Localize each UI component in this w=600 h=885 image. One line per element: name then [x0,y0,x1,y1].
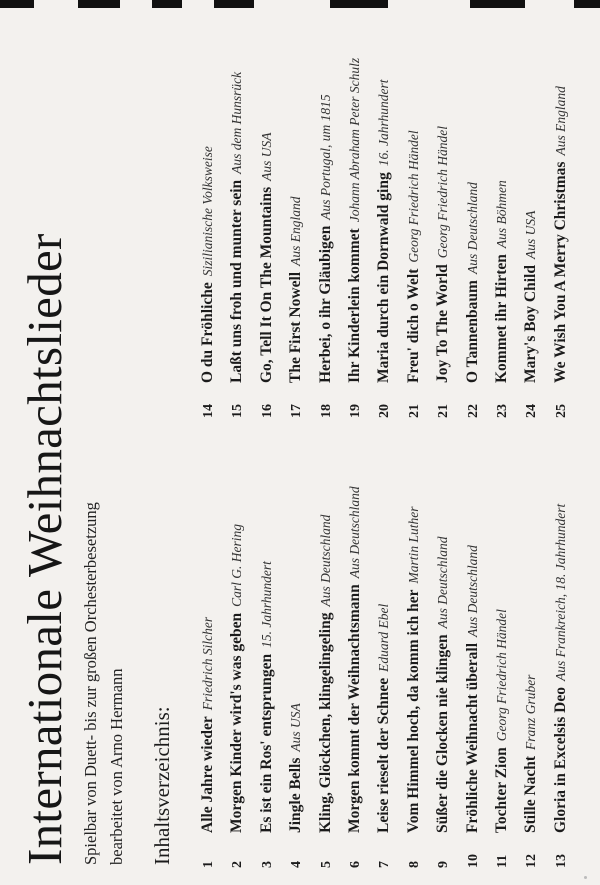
song-origin: Martin Luther [405,506,421,584]
song-origin: Georg Friedrich Händel [405,130,421,263]
entry-number: 16 [259,404,275,418]
song-title: Jingle Bells [287,757,305,833]
song-title: Alle Jahre wieder [199,716,216,833]
song-title: Fröhliche Weihnacht überall [463,642,481,833]
song-origin: Aus Deutschland [435,536,451,629]
toc-heading: Inhaltsverzeichnis: [150,706,174,865]
toc-entry [252,413,281,868]
toc-entry [222,3,251,418]
entry-number: 3 [259,861,275,868]
song-origin: Aus dem Hunsrück [229,71,245,174]
subtitle-line-1: Spielbar von Duett- bis zur großen Orchesterbesetzung [81,502,100,865]
entry-number: 14 [201,404,216,418]
song-title: Gloria in Excelsis Deo [551,687,569,833]
entry-number: 1 [201,861,216,868]
song-title: Leise rieselt der Schnee [375,677,393,833]
song-origin: Friedrich Silcher [200,616,215,711]
entry-number: 17 [289,404,305,418]
entry-number: 22 [465,404,481,418]
entry-number: 12 [524,854,540,868]
song-origin: Aus USA [288,703,304,752]
toc-entry [193,3,222,418]
toc-entry [252,3,281,418]
toc-column-left [193,413,575,868]
toc-entry [222,413,251,868]
entry-number: 20 [377,404,393,418]
entry-number: 6 [347,861,363,868]
toc-entry [546,413,575,868]
song-title: Vom Himmel hoch, da komm ich her [404,589,422,833]
song-origin: Georg Friedrich Händel [435,126,451,259]
song-origin: Aus Böhmen [493,180,509,249]
song-title: Herbei, o ihr Gläubigen [316,225,334,383]
toc-entry [546,3,575,418]
toc-entry [281,413,310,868]
song-origin: Aus Portugal, um 1815 [317,94,333,220]
song-title: O du Fröhliche [199,282,216,383]
song-title: Kling, Glöckchen, klingelingeling [316,612,334,833]
song-origin: Aus England [552,86,568,156]
toc-entry [369,413,398,868]
song-origin: Aus Deutschland [464,182,480,275]
song-origin: 16. Jahrhundert [376,79,392,167]
entry-number: 21 [436,404,452,418]
toc-entry [311,3,340,418]
toc-entry [340,413,369,868]
song-origin: 15. Jahrhundert [258,561,274,648]
song-origin: Sizilianische Volksweise [200,146,215,277]
entry-number: 15 [230,404,246,418]
song-title: Tochter Zion [492,747,510,833]
entry-number: 11 [494,854,510,868]
song-title: Süßer die Glocken nie klingen [434,634,452,833]
toc-entry [369,3,398,418]
song-origin: Franz Gruber [523,674,539,750]
entry-number: 7 [377,861,393,868]
subtitle-line-2: bearbeitet von Arno Hermann [107,668,126,865]
toc-entry [399,3,428,418]
toc-entry [458,3,487,418]
toc-entry [516,3,545,418]
entry-number: 18 [318,404,334,418]
song-origin: Aus Frankreich, 18. Jahrhundert [552,503,568,682]
entry-number: 19 [347,404,363,418]
toc-entry [340,3,369,418]
song-title: Freu' dich o Welt [404,268,422,383]
song-title: Maria durch ein Dornwald ging [375,172,393,383]
toc-entry [428,3,457,418]
entry-number: 8 [406,861,422,868]
toc-entry [428,413,457,868]
toc-entry [281,3,310,418]
subtitle [78,502,130,865]
toc-entry [399,413,428,868]
song-title: Es ist ein Ros' entsprungen [257,653,275,833]
song-origin: Aus USA [258,132,274,181]
toc-entry [458,413,487,868]
song-origin: Eduard Ebel [376,603,392,672]
song-title: Morgen Kinder wird's was geben [228,612,246,833]
entry-number: 13 [553,854,569,868]
song-title: We Wish You A Merry Christmas [551,161,569,383]
speck [584,876,587,879]
entry-number: 4 [289,861,305,868]
song-title: Morgen kommt der Weihnachtsmann [345,584,363,833]
toc-column-right [193,3,575,418]
page-title: Internationale Weihnachtslieder [17,233,72,865]
entry-number: 25 [553,404,569,418]
song-origin: Aus England [288,196,304,266]
song-title: O Tannenbaum [463,280,481,383]
entry-number: 5 [318,861,334,868]
song-origin: Aus Deutschland [464,545,480,637]
song-origin: Johann Abraham Peter Schulz [346,57,362,223]
toc-entry [311,413,340,868]
song-origin: Aus Deutschland [346,486,362,579]
song-title: Stille Nacht [522,755,540,833]
entry-number: 2 [230,861,246,868]
song-origin: Carl G. Hering [229,523,245,607]
song-origin: Aus USA [523,210,539,260]
song-title: Go, Tell It On The Mountains [257,186,275,383]
toc-entry [193,413,222,868]
entry-number: 23 [494,404,510,418]
toc-entry [516,413,545,868]
entry-number: 10 [465,854,481,868]
song-title: Kommet ihr Hirten [492,254,510,383]
entry-number: 21 [406,404,422,418]
song-title: Laßt uns froh und munter sein [228,179,246,383]
toc-entry [487,413,516,868]
song-origin: Aus Deutschland [317,514,333,607]
song-title: The First Nowell [287,271,305,383]
song-title: Joy To The World [434,264,452,383]
toc-entry [487,3,516,418]
song-title: Ihr Kinderlein kommet [345,228,363,383]
song-title: Mary's Boy Child [522,265,540,383]
entry-number: 24 [524,404,540,418]
song-origin: Georg Friedrich Händel [493,609,509,742]
entry-number: 9 [436,861,452,868]
